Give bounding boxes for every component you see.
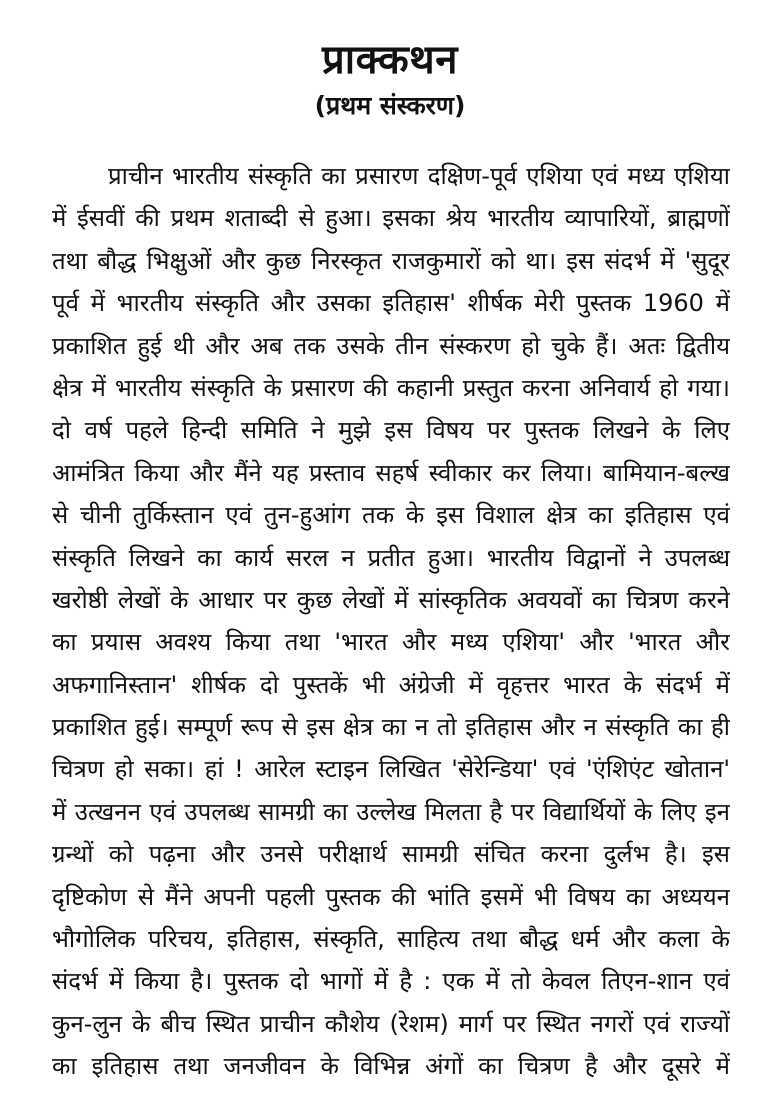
text-line: खरोष्ठी लेखों के आधार पर कुछ लेखों में सांस्कृतिक अवयवों का चित्रण करने <box>52 585 730 614</box>
text-line: क्षेत्र में भारतीय संस्कृति के प्रसारण की कहानी प्रस्तुत करना अनिवार्य हो गया। <box>52 373 730 402</box>
page-subtitle: (प्रथम संस्करण) <box>314 91 466 120</box>
text-line: संस्कृति लिखने का कार्य सरल न प्रतीत हुआ। भारतीय विद्वानों ने उपलब्ध <box>52 543 730 572</box>
text-line: प्रकाशित हुई। सम्पूर्ण रूप से इस क्षेत्र का न तो इतिहास और न संस्कृति का ही <box>52 713 730 742</box>
text-line: कुन-लुन के बीच स्थित प्राचीन कौशेय (रेशम) मार्ग पर स्थित नगरों एवं राज्यों <box>52 1009 730 1038</box>
text-line: प्राचीन भारतीय संस्कृति का प्रसारण दक्षिण-पूर्व एशिया एवं मध्य एशिया <box>108 162 730 190</box>
text-line: दृष्टिकोण से मैंने अपनी पहली पुस्तक की भांति इसमें भी विषय का अध्ययन <box>52 882 730 911</box>
text-line: का इतिहास तथा जनजीवन के विभिन्न अंगों का चित्रण है और दूसरे में <box>52 1052 730 1081</box>
text-line: तथा बौद्ध भिक्षुओं और कुछ निरस्कृत राजकुमारों को था। इस संदर्भ में 'सुदूर <box>52 246 730 275</box>
page-title: प्राक्कथन <box>322 37 458 83</box>
text-line: से चीनी तुर्किस्तान एवं तुन-हुआंग तक के इस विशाल क्षेत्र का इतिहास एवं <box>52 501 730 530</box>
text-line: आमंत्रित किया और मैंने यह प्रस्ताव सहर्ष स्वीकार कर लिया। बामियान-बल्ख <box>52 458 730 487</box>
text-line: में उत्खनन एवं उपलब्ध सामग्री का उल्लेख मिलता है पर विद्यार्थियों के लिए इन <box>52 797 730 826</box>
text-line: ग्रन्थों को पढ़ना और उनसे परीक्षार्थ सामग्री संचित करना दुर्लभ है। इस <box>52 840 730 869</box>
body-paragraph <box>52 155 730 1088</box>
text-line: संदर्भ में किया है। पुस्तक दो भागों में है : एक में तो केवल तिएन-शान एवं <box>52 967 730 996</box>
text-line: भौगोलिक परिचय, इतिहास, संस्कृति, साहित्य तथा बौद्ध धर्म और कला के <box>52 925 730 954</box>
text-line: चित्रण हो सका। हां ! आरेल स्टाइन लिखित 'सेरेन्डिया' एवं 'एंशिएंट खोतान' <box>52 755 730 784</box>
text-line: का प्रयास अवश्य किया तथा 'भारत और मध्य एशिया' और 'भारत और <box>52 628 730 657</box>
text-line: अफगानिस्तान' शीर्षक दो पुस्तकें भी अंग्रेजी में वृहत्तर भारत के संदर्भ में <box>52 670 730 699</box>
text-line: में ईसवीं की प्रथम शताब्दी से हुआ। इसका श्रेय भारतीय व्यापारियों, ब्राह्मणों <box>52 204 730 233</box>
text-line: दो वर्ष पहले हिन्दी समिति ने मुझे इस विषय पर पुस्तक लिखने के लिए <box>52 416 730 445</box>
text-line: पूर्व में भारतीय संस्कृति और उसका इतिहास' शीर्षक मेरी पुस्तक 1960 में <box>52 289 730 318</box>
text-line: प्रकाशित हुई थी और अब तक उसके तीन संस्करण हो चुके हैं। अतः द्वितीय <box>52 331 730 360</box>
